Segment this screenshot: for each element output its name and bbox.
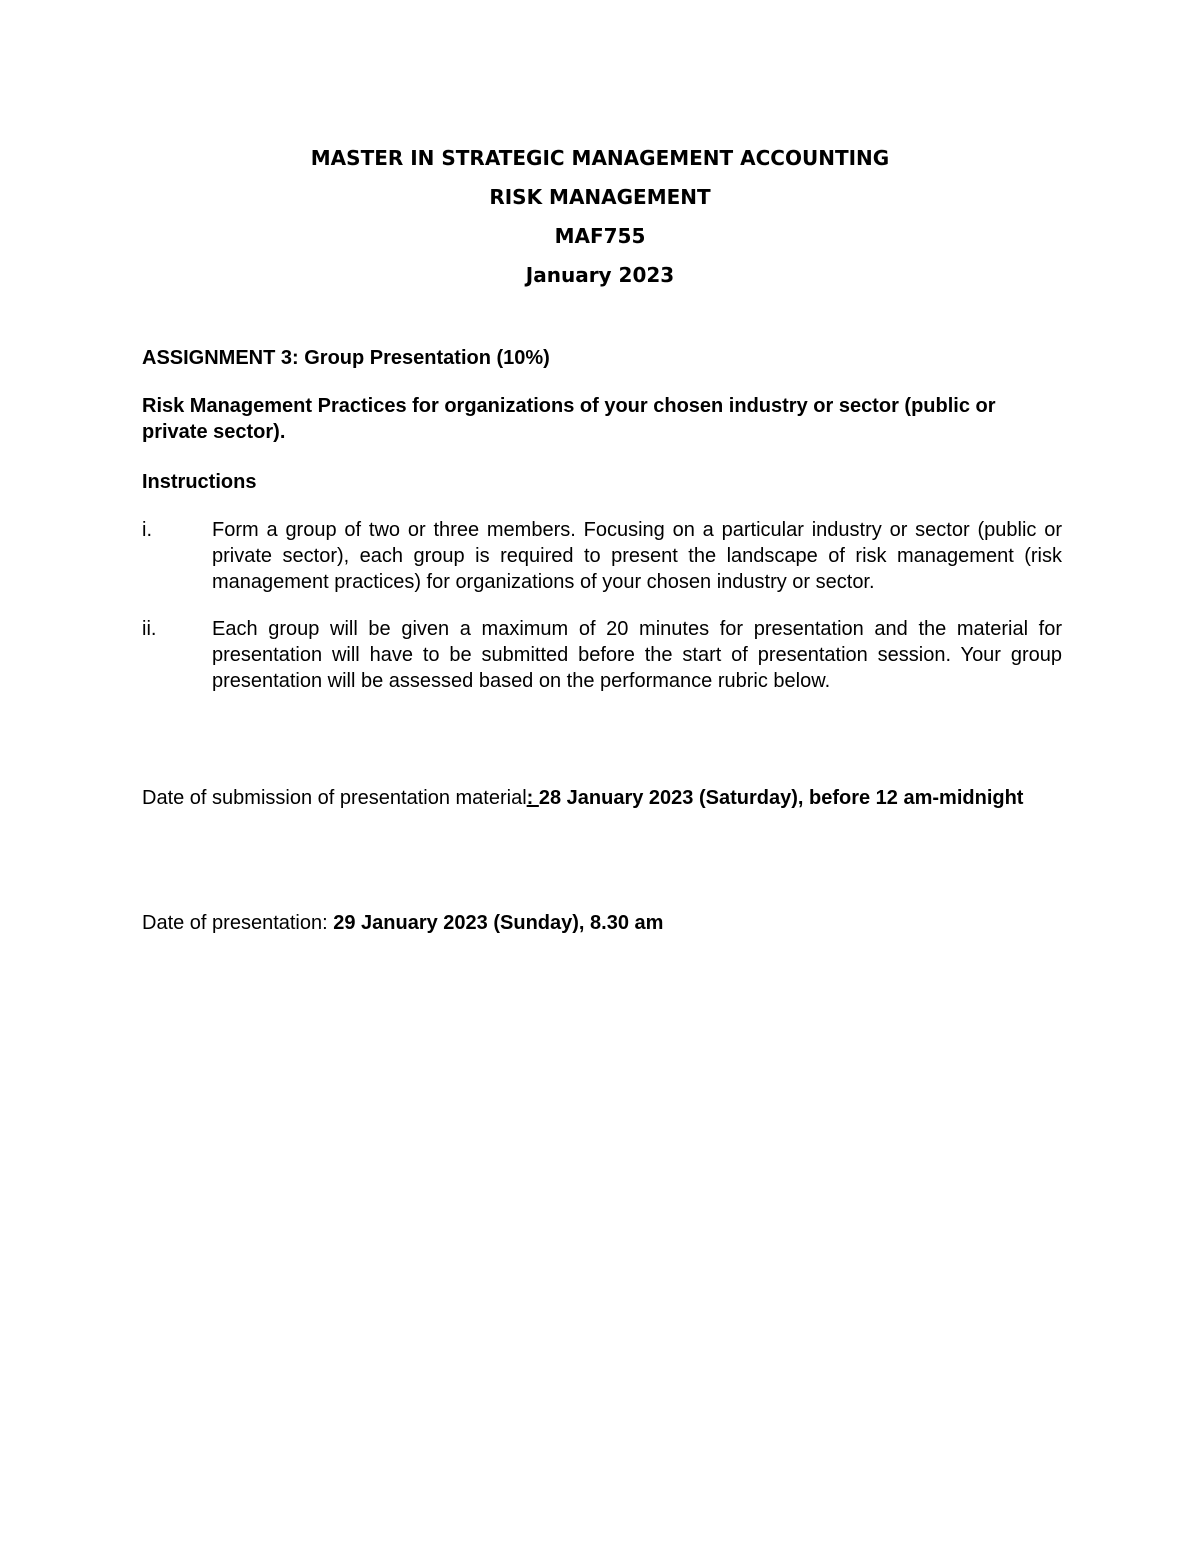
presentation-date-value: 29 January 2023 (Sunday), 8.30 am xyxy=(333,912,664,934)
presentation-date-line xyxy=(142,910,663,936)
submission-date-line xyxy=(142,785,1062,811)
list-marker: i. xyxy=(142,519,152,541)
list-item-text: Form a group of two or three members. Focusing on a particular industry or sector (public or private sector), each group is required to present the landscape of risk management (risk management practices) for organizations of your chosen industry or sector. xyxy=(212,519,1062,593)
list-marker: ii. xyxy=(142,618,157,640)
assignment-topic: Risk Management Practices for organizations of your chosen industry or sector (public or private sector). xyxy=(142,395,996,443)
submission-date-value: 28 January 2023 (Saturday), before 12 am-midnight xyxy=(538,787,1024,809)
program-title: MASTER IN STRATEGIC MANAGEMENT ACCOUNTING xyxy=(310,146,890,170)
submission-date-label: Date of submission of presentation material xyxy=(142,787,527,809)
list-item-text: Each group will be given a maximum of 20 minutes for presentation and the material for presentation will have to be submitted before the start of presentation session. Your group presentation will be assessed based on the performance rubric below. xyxy=(212,618,1062,692)
instructions-heading: Instructions xyxy=(142,471,257,493)
course-title: RISK MANAGEMENT xyxy=(489,185,711,209)
assignment-title-rest: Group Presentation (10%) xyxy=(304,347,550,369)
presentation-date-label: Date of presentation: xyxy=(142,912,334,934)
assignment-title xyxy=(142,345,550,371)
assignment-title-prefix: ASSIGNMENT 3: xyxy=(142,347,305,369)
submission-date-colon: : xyxy=(526,787,539,809)
course-date: January 2023 xyxy=(525,263,675,287)
course-code: MAF755 xyxy=(554,224,646,248)
